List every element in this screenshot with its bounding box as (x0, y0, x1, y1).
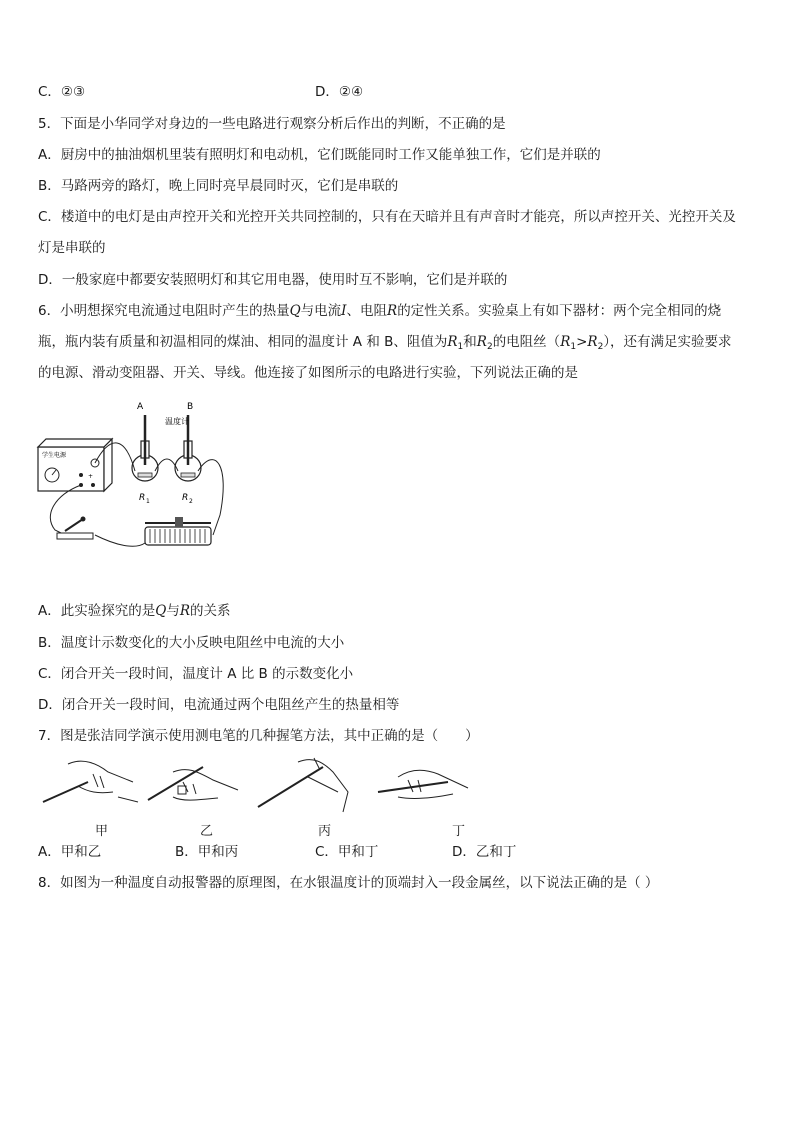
label-r1: R (139, 493, 146, 503)
q5-option-b: B．马路两旁的路灯，晚上同时亮早晨同时灭，它们是串联的 (38, 178, 399, 194)
text: 的定性关系。实验桌上有如下器材：两个完全相同的烧 (397, 303, 722, 319)
caption-bing: 丙 (318, 824, 332, 839)
label-r1-sub: 1 (146, 498, 150, 505)
q6-option-b: B．温度计示数变化的大小反映电阻丝中电流的大小 (38, 635, 345, 651)
grip-figure-ding (378, 770, 468, 798)
text: 瓶，瓶内装有质量和初温相同的煤油、相同的温度计 A 和 B、阻值为 (38, 334, 448, 350)
q4-option-d: D．②④ (315, 84, 364, 100)
caption-ding: 丁 (452, 824, 466, 839)
q8-stem: 8．如图为一种温度自动报警器的原理图，在水银温度计的顶端封入一段金属丝，以下说法正确的是（ ） (38, 875, 659, 891)
thermometer-label: 温度计 (165, 417, 189, 426)
symbol-r2: R (587, 334, 598, 350)
label-r2: R (182, 493, 189, 503)
q6-option-c: C．闭合开关一段时间，温度计 A 比 B 的示数变化小 (38, 666, 354, 682)
symbol-r1: R (560, 334, 571, 350)
q7-option-a: A．甲和乙 (38, 844, 102, 860)
q7-option-d: D．乙和丁 (452, 844, 517, 860)
text: 与 (166, 603, 180, 619)
label-r2-sub: 2 (189, 498, 193, 505)
text: 、电阻 (346, 303, 388, 319)
q7-option-b: B．甲和丙 (175, 844, 239, 860)
q7-option-c: C．甲和丁 (315, 844, 379, 860)
symbol-r1: R (447, 334, 458, 350)
text: 和 (463, 334, 477, 350)
symbol-q: Q (289, 303, 301, 319)
symbol-q: Q (155, 603, 167, 619)
grip-figure-bing (258, 758, 348, 812)
q6-stem-line2 (38, 333, 732, 356)
sub: 2 (486, 342, 493, 352)
grip-figure-jia (43, 761, 138, 802)
text: 的电阻丝（ (492, 334, 561, 350)
q6-stem-line1 (38, 302, 721, 320)
q5-option-c: C．楼道中的电灯是由声控开关和光控开关共同控制的，只有在天暗并且有声音时才能亮，所以声控开关、光控开关及 (38, 209, 736, 225)
q6-circuit-figure (35, 395, 235, 560)
sub: 1 (570, 342, 577, 352)
caption-jia: 甲 (95, 824, 109, 839)
label-a: A (137, 402, 144, 412)
text: 的关系 (190, 603, 231, 619)
caption-yi: 乙 (200, 824, 214, 839)
q5-stem: 5．下面是小华同学对身边的一些电路进行观察分析后作出的判断，不正确的是 (38, 116, 506, 132)
symbol-r: R (387, 303, 398, 319)
q7-stem: 7．图是张洁同学演示使用测电笔的几种握笔方法，其中正确的是（ ） (38, 728, 479, 744)
svg-text:+: + (88, 473, 94, 480)
sub: 2 (597, 342, 604, 352)
switch (57, 517, 93, 540)
text: 6．小明想探究电流通过电阻时产生的热量 (38, 303, 290, 319)
symbol-i: I (341, 303, 347, 319)
label-b: B (187, 402, 194, 412)
flask-r1 (132, 402, 158, 505)
text: A．此实验探究的是 (38, 603, 156, 619)
q5-option-c-cont: 灯是串联的 (38, 240, 106, 256)
q5-option-a: A．厨房中的抽油烟机里装有照明灯和电动机，它们既能同时工作又能单独工作，它们是并联的 (38, 147, 601, 163)
q6-option-d: D．闭合开关一段时间，电流通过两个电阻丝产生的热量相等 (38, 697, 400, 713)
symbol-r: R (179, 603, 190, 619)
power-label: 学生电源 (42, 452, 67, 459)
text: ），还有满足实验要求 (603, 334, 732, 350)
power-supply (38, 439, 112, 491)
q7-pen-grip-figures (38, 752, 478, 814)
symbol-r2: R (476, 334, 487, 350)
rheostat (145, 517, 211, 545)
sub: 1 (457, 342, 464, 352)
q4-option-c: C．②③ (38, 84, 86, 100)
grip-figure-yi (148, 767, 238, 800)
q6-option-a (38, 602, 231, 620)
text: 与电流 (300, 303, 342, 319)
text: > (576, 334, 588, 350)
q6-stem-line3: 的电源、滑动变阻器、开关、导线。他连接了如图所示的电路进行实验，下列说法正确的是 (38, 365, 578, 381)
q5-option-d: D．一般家庭中都要安装照明灯和其它用电器，使用时互不影响，它们是并联的 (38, 272, 508, 288)
